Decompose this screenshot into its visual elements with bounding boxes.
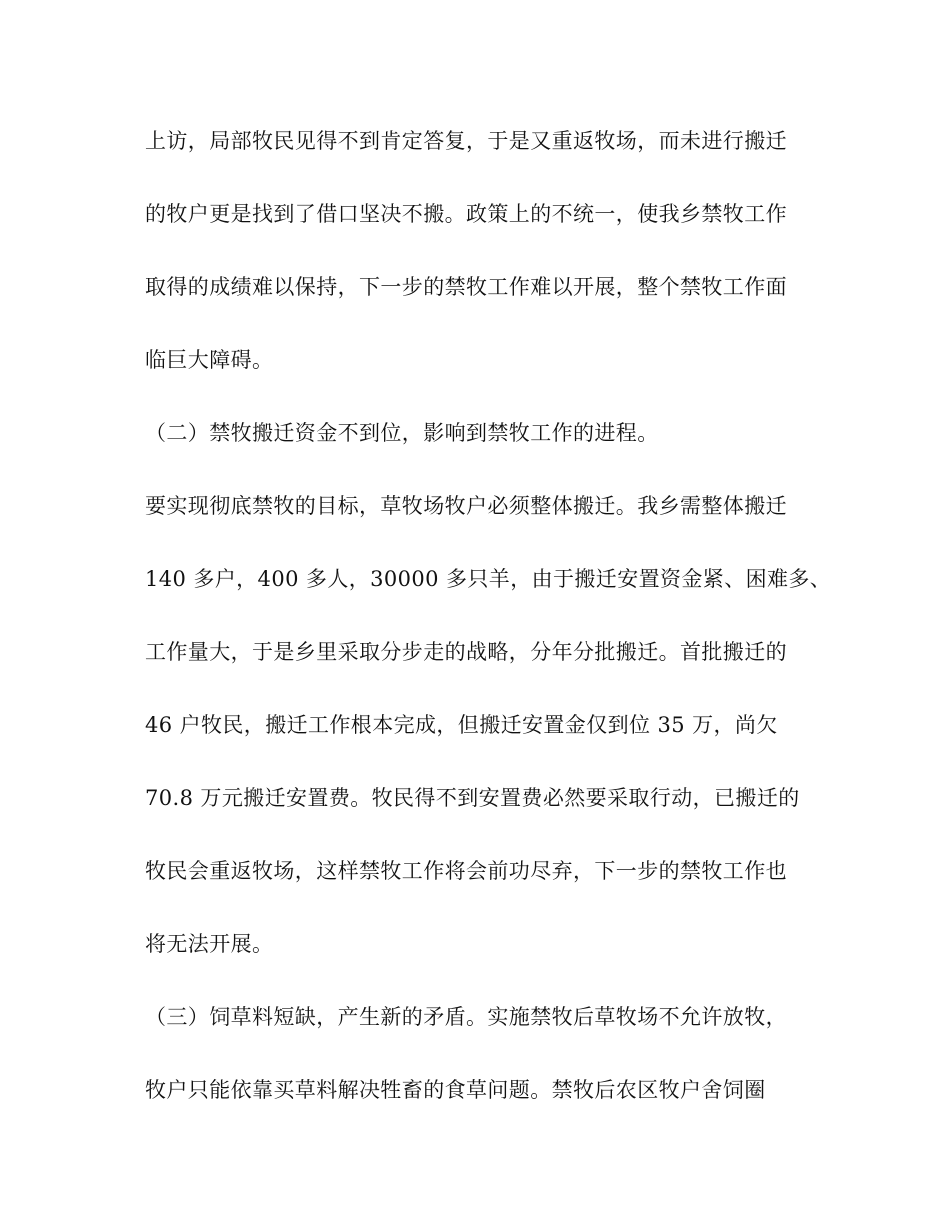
- paragraph-line-3: 取得的成绩难以保持，下一步的禁牧工作难以开展，整个禁牧工作面: [145, 275, 787, 299]
- paragraph-line-2: 的牧户更是找到了借口坚决不搬。政策上的不统一，使我乡禁牧工作: [145, 202, 787, 226]
- paragraph-line-9: 46 户牧民，搬迁工作根本完成，但搬迁安置金仅到位 35 万，尚欠: [145, 713, 778, 737]
- section-heading-3: （三）饲草料短缺，产生新的矛盾。实施禁牧后草牧场不允许放牧，: [145, 1005, 787, 1029]
- section-heading-2: （二）禁牧搬迁资金不到位，影响到禁牧工作的进程。: [145, 421, 659, 445]
- paragraph-line-11: 牧民会重返牧场，这样禁牧工作将会前功尽弃，下一步的禁牧工作也: [145, 859, 787, 883]
- paragraph-line-1: 上访，局部牧民见得不到肯定答复，于是又重返牧场，而未进行搬迁: [145, 129, 787, 153]
- paragraph-line-4: 临巨大障碍。: [145, 348, 274, 372]
- paragraph-line-10: 70.8 万元搬迁安置费。牧民得不到安置费必然要采取行动，已搬迁的: [145, 786, 800, 810]
- paragraph-line-14: 牧户只能依靠买草料解决牲畜的食草问题。禁牧后农区牧户舍饲圈: [145, 1078, 766, 1102]
- paragraph-line-8: 工作量大，于是乡里采取分步走的战略，分年分批搬迁。首批搬迁的: [145, 640, 787, 664]
- paragraph-line-7: 140 多户，400 多人，30000 多只羊，由于搬迁安置资金紧、困难多、: [145, 567, 832, 591]
- paragraph-line-12: 将无法开展。: [145, 932, 274, 956]
- paragraph-line-6: 要实现彻底禁牧的目标，草牧场牧户必须整体搬迁。我乡需整体搬迁: [145, 494, 787, 518]
